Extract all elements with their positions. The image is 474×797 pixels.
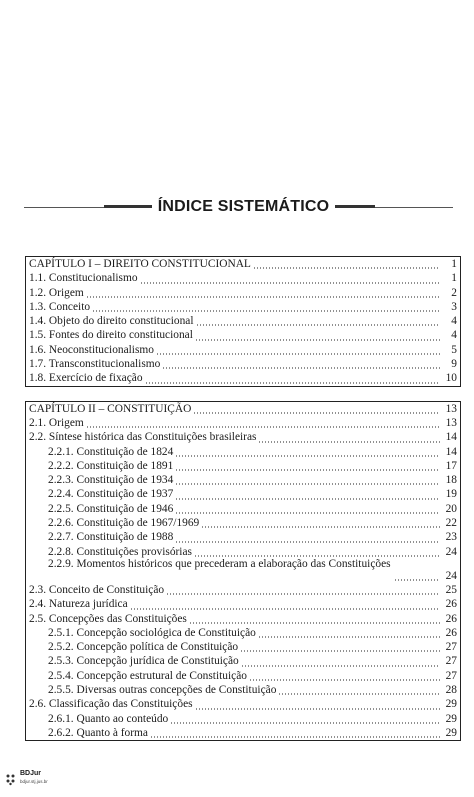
toc-page-number: 27: [445, 655, 457, 668]
toc-entry[interactable]: [25, 626, 461, 640]
toc-page-number: 5: [451, 343, 457, 356]
toc-page-number: 27: [445, 641, 457, 654]
toc-entry-label: 1.8. Exercício de fixação: [29, 372, 143, 385]
dot-leader: [201, 526, 440, 528]
toc-chapter-heading[interactable]: [25, 401, 461, 416]
dot-leader: [130, 608, 440, 610]
toc-entry[interactable]: [25, 545, 461, 559]
toc-entry-label: 2.2.3. Constituição de 1934: [48, 474, 174, 487]
toc-entry-label: 2.6.1. Quanto ao conteúdo: [48, 712, 169, 725]
dot-leader: [86, 296, 440, 298]
toc-entry[interactable]: [25, 712, 461, 726]
toc-entry[interactable]: [25, 328, 461, 342]
toc-entry[interactable]: [25, 530, 461, 544]
toc-entry[interactable]: [25, 669, 461, 683]
toc-page-number: 14: [445, 431, 457, 444]
toc-page-number: 23: [445, 531, 457, 544]
page-title: ÍNDICE SISTEMÁTICO: [157, 198, 330, 215]
toc-entry-label: 2.2.1. Constituição de 1824: [48, 445, 174, 458]
dot-leader: [175, 455, 440, 457]
table-of-contents: [25, 256, 461, 741]
toc-entry-label: 2.5.5. Diversas outras concepções de Constituição: [48, 684, 277, 697]
toc-entry-label: CAPÍTULO II – CONSTITUIÇÃO: [29, 402, 192, 415]
toc-entry[interactable]: [25, 371, 461, 386]
toc-entry[interactable]: [25, 430, 461, 444]
toc-entry-label: 2.3. Conceito de Constituição: [29, 583, 165, 596]
toc-entry-label: 2.5.1. Concepção sociológica de Constituição: [48, 626, 256, 639]
dot-leader: [92, 310, 440, 312]
dot-leader: [241, 665, 440, 667]
toc-entry-label: 1.6. Neoconstitucionalismo: [29, 343, 154, 356]
toc-entry[interactable]: [25, 559, 461, 583]
dot-leader: [150, 736, 440, 738]
dot-leader: [140, 282, 440, 284]
toc-page-number: 22: [445, 517, 457, 530]
toc-page-number: 29: [445, 726, 457, 739]
dot-leader: [278, 693, 440, 695]
toc-page-number: 25: [445, 583, 457, 596]
footer-logo-text: BDJur: [20, 770, 42, 777]
toc-page-number: 29: [445, 698, 457, 711]
toc-entry[interactable]: [25, 343, 461, 357]
heading-rule-left: [24, 207, 152, 208]
toc-page-number: 9: [451, 358, 457, 371]
toc-page-number: 1: [451, 258, 457, 270]
dot-leader: [175, 541, 440, 543]
toc-page-number: 4: [451, 315, 457, 328]
toc-entry-label: 1.4. Objeto do direito constitucional: [29, 315, 194, 328]
dot-leader: [195, 708, 440, 710]
heading-rule-right: [335, 207, 453, 208]
dot-leader: [253, 267, 440, 269]
toc-entry-label: 2.4. Natureza jurídica: [29, 598, 128, 611]
toc-entry[interactable]: [25, 654, 461, 668]
toc-entry-label: 2.2.9. Momentos históricos que precederam a elaboração das Constituições: [48, 557, 391, 570]
toc-page-number: 24: [445, 569, 457, 582]
toc-page-number: 20: [445, 502, 457, 515]
toc-entry[interactable]: [25, 314, 461, 328]
toc-entry-label: 2.6. Classificação das Constituições: [29, 698, 193, 711]
dot-leader: [162, 367, 440, 369]
toc-entry-label: 1.2. Origem: [29, 286, 84, 299]
toc-entry[interactable]: [25, 487, 461, 501]
dot-leader: [175, 483, 440, 485]
dot-leader: [194, 555, 440, 557]
toc-entry-label: 1.5. Fontes do direito constitucional: [29, 329, 193, 342]
toc-entry[interactable]: [25, 516, 461, 530]
toc-page-number: 3: [451, 300, 457, 313]
toc-page-number: 13: [445, 416, 457, 429]
dot-leader: [193, 412, 440, 414]
toc-entry[interactable]: [25, 357, 461, 371]
toc-page-number: 29: [445, 712, 457, 725]
toc-entry[interactable]: [25, 640, 461, 654]
toc-entry[interactable]: [25, 726, 461, 741]
dot-leader: [86, 426, 440, 428]
toc-entry[interactable]: [25, 416, 461, 430]
dot-leader: [195, 339, 440, 341]
toc-entry-label: 2.5.2. Concepção política de Constituição: [48, 641, 239, 654]
dot-leader: [175, 469, 440, 471]
toc-entry-label: 2.2. Síntese histórica das Constituições brasileiras: [29, 431, 257, 444]
toc-page-number: 13: [445, 402, 457, 415]
dot-leader: [258, 441, 440, 443]
toc-page-number: 4: [451, 329, 457, 342]
dot-leader: [196, 324, 440, 326]
dot-leader: [170, 722, 440, 724]
toc-entry-label: 2.2.2. Constituição de 1891: [48, 459, 174, 472]
dot-leader: [175, 512, 440, 514]
toc-page-number: 1: [451, 272, 457, 285]
toc-entry[interactable]: [25, 583, 461, 597]
toc-page-number: 27: [445, 669, 457, 682]
toc-entry[interactable]: [25, 300, 461, 314]
index-heading: [0, 196, 474, 218]
toc-page-number: 2: [451, 286, 457, 299]
toc-entry-label: 2.5. Concepções das Constituições: [29, 612, 187, 625]
dot-leader: [394, 579, 440, 581]
dot-leader: [166, 593, 440, 595]
toc-entry-label: 2.2.4. Constituição de 1937: [48, 488, 174, 501]
footer-logo: [4, 770, 48, 792]
dot-leader: [189, 622, 440, 624]
dot-leader: [175, 498, 440, 500]
toc-entry-label: 2.2.6. Constituição de 1967/1969: [48, 517, 200, 530]
toc-entry[interactable]: [25, 445, 461, 459]
toc-page-number: 19: [445, 488, 457, 501]
toc-entry[interactable]: [25, 502, 461, 516]
dot-leader: [258, 636, 440, 638]
toc-entry[interactable]: [25, 697, 461, 711]
toc-page-number: 28: [445, 684, 457, 697]
toc-page-number: 18: [445, 474, 457, 487]
toc-entry-label: 1.7. Transconstitucionalismo: [29, 358, 161, 371]
toc-page-number: 26: [445, 626, 457, 639]
toc-page-number: 26: [445, 612, 457, 625]
toc-page-number: 17: [445, 459, 457, 472]
toc-entry[interactable]: [25, 286, 461, 300]
toc-entry-label: 2.2.7. Constituição de 1988: [48, 531, 174, 544]
footer-logo-subtext: bdjur.stj.jus.br: [20, 779, 48, 784]
toc-entry-label: 2.6.2. Quanto à forma: [48, 726, 148, 739]
toc-entry-label: 1.3. Conceito: [29, 300, 91, 313]
chapter-gap: [25, 387, 461, 401]
toc-entry-label: CAPÍTULO I – DIREITO CONSTITUCIONAL: [29, 258, 251, 270]
dot-leader: [240, 650, 440, 652]
toc-entry-label: 2.2.5. Constituição de 1946: [48, 502, 174, 515]
toc-entry-label: 1.1. Constitucionalismo: [29, 272, 138, 285]
toc-page-number: 10: [445, 372, 457, 385]
toc-entry[interactable]: [25, 271, 461, 285]
toc-page-number: 26: [445, 598, 457, 611]
bdjur-logo-icon: [4, 772, 18, 786]
toc-entry-label: 2.1. Origem: [29, 416, 84, 429]
dot-leader: [156, 353, 440, 355]
toc-entry-label: 2.2.8. Constituições provisórias: [48, 545, 192, 558]
toc-page-number: 14: [445, 445, 457, 458]
dot-leader: [145, 382, 440, 384]
toc-entry[interactable]: [25, 473, 461, 487]
toc-entry[interactable]: [25, 459, 461, 473]
toc-entry[interactable]: [25, 683, 461, 697]
toc-entry-label: 2.5.3. Concepção jurídica de Constituição: [48, 655, 239, 668]
toc-entry[interactable]: [25, 597, 461, 611]
toc-page-number: 24: [445, 545, 457, 558]
toc-entry-label: 2.5.4. Concepção estrutural de Constituição: [48, 669, 247, 682]
dot-leader: [249, 679, 440, 681]
toc-chapter-heading[interactable]: [25, 256, 461, 271]
toc-entry[interactable]: [25, 612, 461, 626]
